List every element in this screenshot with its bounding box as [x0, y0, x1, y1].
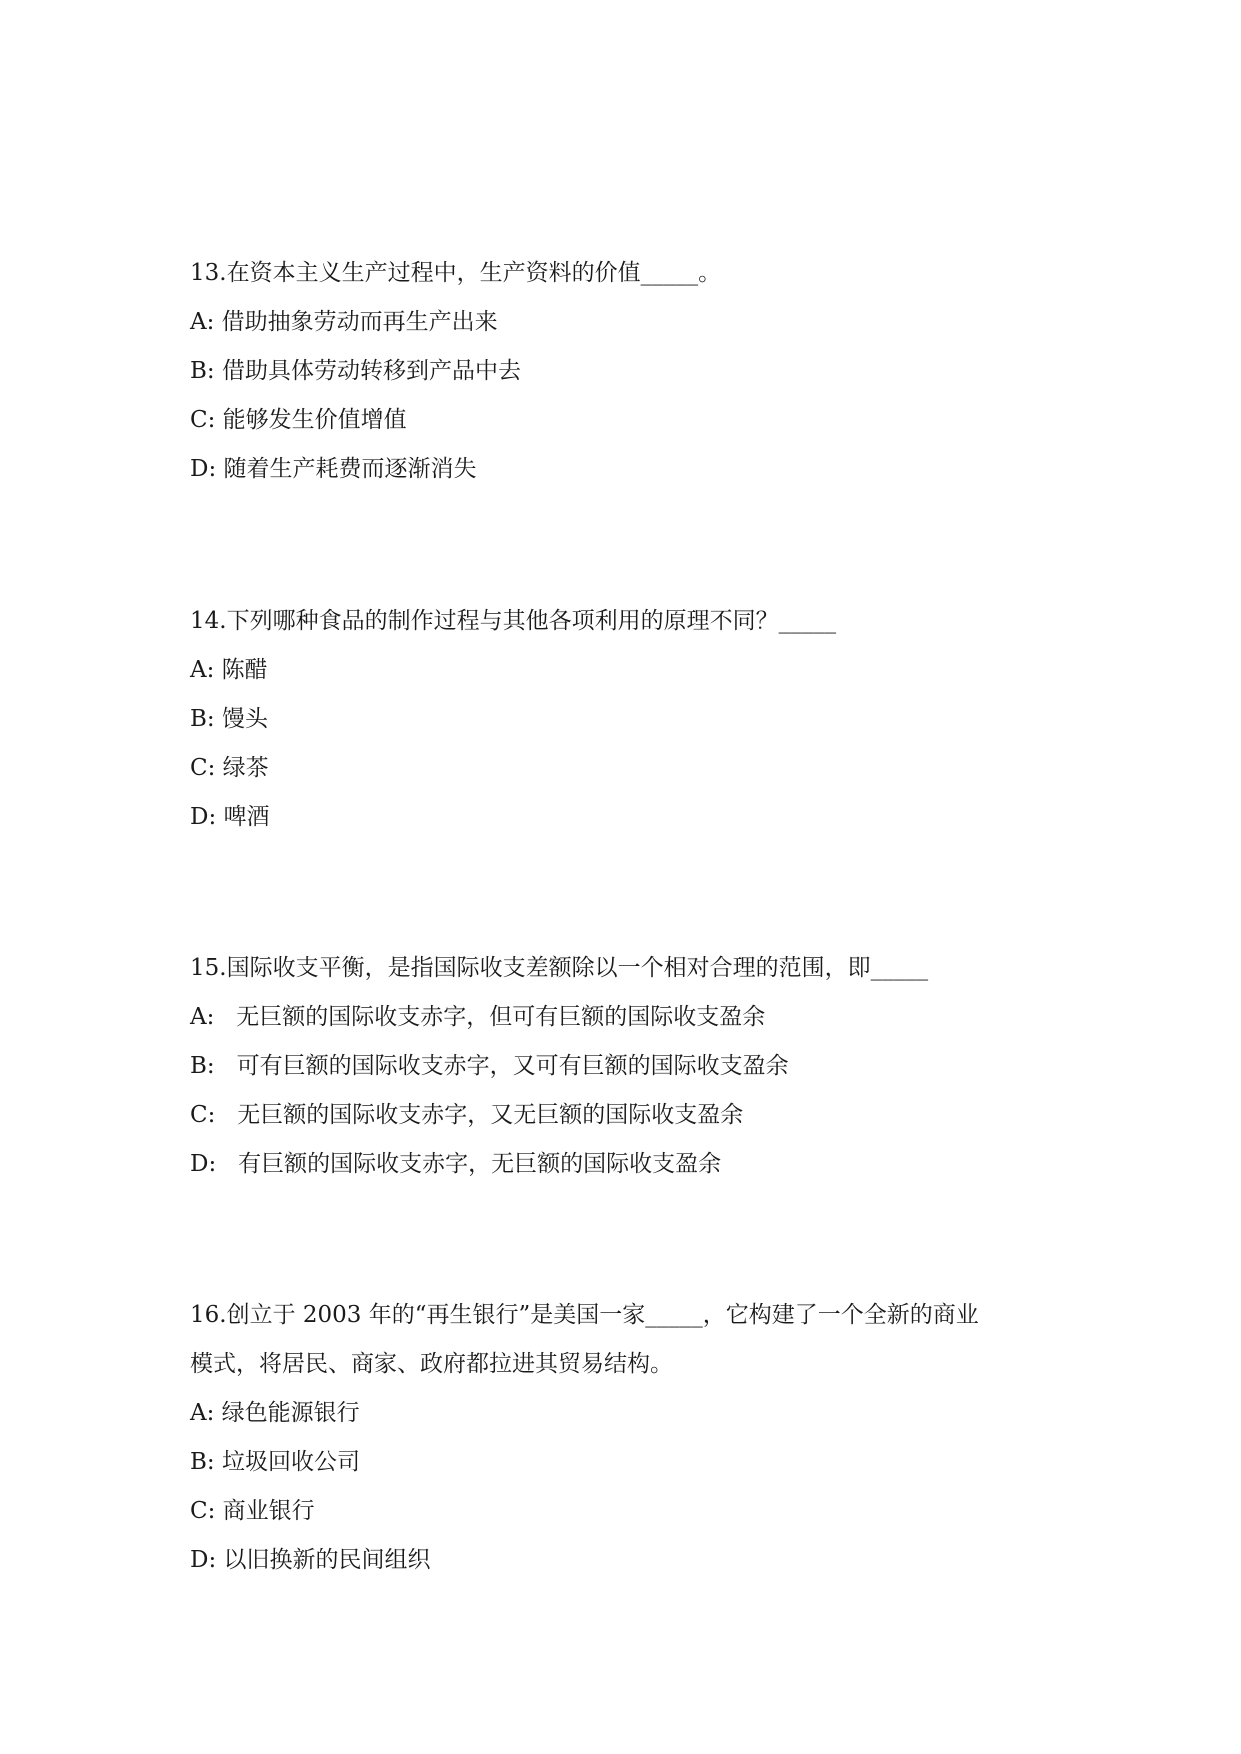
option-d: D: 以旧换新的民间组织 — [190, 1547, 431, 1573]
question-text: 13.在资本主义生产过程中，生产资料的价值_____。 — [190, 260, 722, 286]
question-16 — [190, 1291, 1070, 1585]
question-text: 16.创立于 2003 年的“再生银行”是美国一家_____，它构建了一个全新的商业 模式，将居民、商家、政府都拉进其贸易结构。 — [190, 1302, 979, 1377]
question-13 — [190, 249, 1070, 494]
option-a: A: 借助抽象劳动而再生产出来 — [190, 309, 498, 335]
question-14 — [190, 597, 1070, 842]
option-d: D: 啤酒 — [190, 804, 270, 830]
option-d: D: 随着生产耗费而逐渐消失 — [190, 456, 477, 482]
option-c: C: 绿茶 — [190, 755, 269, 781]
option-c: C: 能够发生价值增值 — [190, 407, 407, 433]
option-b: B: 垃圾回收公司 — [190, 1449, 360, 1475]
option-a: A: 陈醋 — [190, 657, 268, 683]
option-b: B: 借助具体劳动转移到产品中去 — [190, 358, 521, 384]
option-a: A: 无巨额的国际收支赤字，但可有巨额的国际收支盈余 — [190, 1004, 766, 1030]
question-text: 14.下列哪种食品的制作过程与其他各项利用的原理不同？_____ — [190, 608, 837, 634]
option-c: C: 无巨额的国际收支赤字，又无巨额的国际收支盈余 — [190, 1102, 744, 1128]
option-b: B: 可有巨额的国际收支赤字，又可有巨额的国际收支盈余 — [190, 1053, 789, 1079]
option-a: A: 绿色能源银行 — [190, 1400, 360, 1426]
option-d: D: 有巨额的国际收支赤字，无巨额的国际收支盈余 — [190, 1151, 722, 1177]
option-c: C: 商业银行 — [190, 1498, 315, 1524]
question-15 — [190, 944, 1070, 1189]
option-b: B: 馒头 — [190, 706, 268, 732]
question-text: 15.国际收支平衡，是指国际收支差额除以一个相对合理的范围，即_____ — [190, 955, 929, 981]
